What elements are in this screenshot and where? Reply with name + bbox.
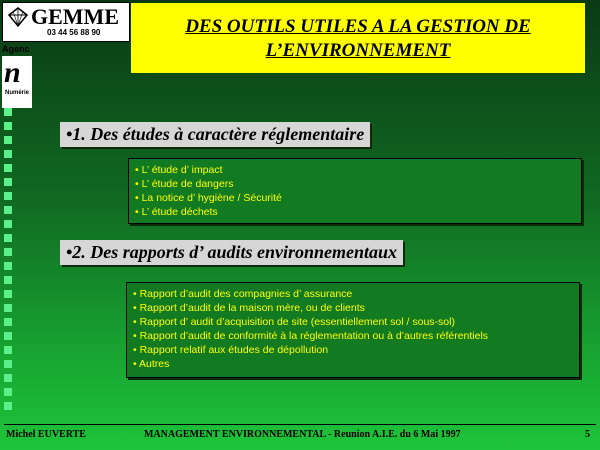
page-title (131, 15, 585, 63)
list-item: • L’ étude de dangers (135, 177, 575, 191)
section-2-heading: •2. Des rapports d’ audits environnementaux (60, 240, 403, 265)
list-item: • Rapport d’ audit d’acquisition de site (essentiellement sol / sous-sol) (133, 315, 573, 329)
decorative-square (4, 360, 12, 368)
decorative-square (4, 402, 12, 410)
list-item: • Autres (133, 357, 573, 371)
decorative-square (4, 346, 12, 354)
page-number: 5 (585, 429, 590, 440)
list-item: • Rapport relatif aux études de dépollution (133, 343, 573, 357)
decorative-square (4, 164, 12, 172)
list-item: • L’ étude d’ impact (135, 163, 575, 177)
list-item: • L’ étude déchets (135, 205, 575, 219)
decorative-square (4, 122, 12, 130)
agency-label: Agenc (2, 44, 30, 54)
footer-divider (4, 424, 596, 425)
agency-logo-letter: n (4, 56, 21, 89)
decorative-square (4, 220, 12, 228)
section-1-heading: •1. Des études à caractère réglementaire (60, 122, 370, 147)
decorative-square (4, 192, 12, 200)
decorative-square (4, 304, 12, 312)
decorative-square (4, 248, 12, 256)
decorative-square (4, 332, 12, 340)
decorative-square-column (4, 108, 16, 416)
decorative-square (4, 374, 12, 382)
decorative-square (4, 234, 12, 242)
agency-logo-sub: Numérie (4, 90, 29, 96)
decorative-square (4, 318, 12, 326)
list-item: • La notice d’ hygiène / Sécurité (135, 191, 575, 205)
decorative-square (4, 388, 12, 396)
diamond-icon (7, 6, 29, 28)
decorative-square (4, 262, 12, 270)
decorative-square (4, 178, 12, 186)
list-item: • Rapport d’audit de la maison mère, ou de clients (133, 301, 573, 315)
decorative-square (4, 136, 12, 144)
agency-logo (2, 56, 32, 108)
decorative-square (4, 206, 12, 214)
decorative-square (4, 290, 12, 298)
footer-author: Michel EUVERTE (6, 429, 86, 440)
section-1-list (128, 158, 582, 224)
title-banner (131, 3, 585, 73)
brand-name: GEMME (31, 4, 119, 29)
section-2-list (126, 282, 580, 378)
decorative-square (4, 276, 12, 284)
list-item: • Rapport d’audit des compagnies d’ assurance (133, 287, 573, 301)
decorative-square (4, 108, 12, 116)
brand-phone: 03 44 56 88 90 (47, 28, 101, 37)
title-line-2: L’ENVIRONNEMENT (265, 40, 451, 61)
company-logo (2, 2, 130, 42)
title-line-1: DES OUTILS UTILES A LA GESTION DE (185, 16, 531, 37)
list-item: • Rapport d’audit de conformité à la réglementation ou à d’autres référentiels (133, 329, 573, 343)
decorative-square (4, 150, 12, 158)
footer-event: MANAGEMENT ENVIRONNEMENTAL - Reunion A.I.E. du 6 Mai 1997 (144, 429, 461, 440)
